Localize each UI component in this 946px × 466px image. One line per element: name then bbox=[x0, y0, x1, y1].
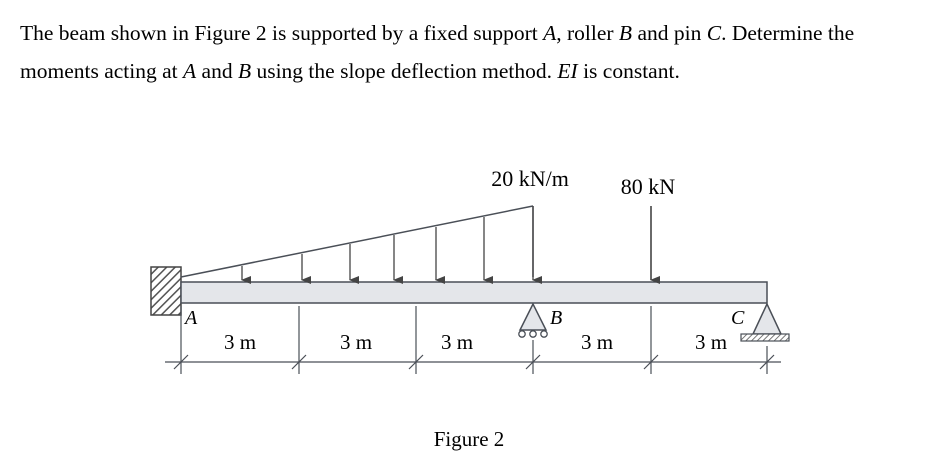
problem-text-part: , roller bbox=[556, 21, 619, 45]
point-load-label: 80 kN bbox=[620, 174, 676, 199]
distributed-load-label: 20 kN/m bbox=[491, 166, 569, 191]
support-label-a: A bbox=[185, 307, 198, 329]
distributed-load bbox=[181, 206, 533, 280]
figure-caption: Figure 2 bbox=[433, 427, 505, 451]
span-label: 3 m bbox=[580, 330, 614, 354]
pin-support-c bbox=[741, 304, 789, 341]
problem-text-var: A bbox=[183, 59, 197, 83]
fixed-support-a bbox=[151, 267, 181, 315]
problem-text-var: B bbox=[237, 59, 252, 83]
problem-text-part: is constant. bbox=[577, 59, 680, 83]
problem-text-part: using the slope deflection method. bbox=[251, 59, 558, 83]
problem-text-var: A bbox=[543, 21, 557, 45]
support-label-b: B bbox=[550, 307, 563, 329]
span-label: 3 m bbox=[339, 330, 373, 354]
problem-text-var: B bbox=[618, 21, 633, 45]
problem-text-part: . Determine the moments acting at bbox=[20, 21, 855, 83]
support-label-c: C bbox=[731, 307, 745, 329]
problem-text-var: C bbox=[706, 21, 722, 45]
beam bbox=[181, 282, 767, 303]
roller-support-b bbox=[519, 304, 547, 337]
span-label: 3 m bbox=[694, 330, 728, 354]
span-label: 3 m bbox=[440, 330, 474, 354]
problem-text-part: and bbox=[196, 59, 238, 83]
load-envelope-top bbox=[181, 206, 533, 277]
problem-text-var: EI bbox=[557, 59, 578, 83]
problem-text-part: and pin bbox=[632, 21, 707, 45]
span-label: 3 m bbox=[223, 330, 257, 354]
problem-text-part: The beam shown in Figure 2 is supported by a fixed support bbox=[20, 21, 544, 45]
